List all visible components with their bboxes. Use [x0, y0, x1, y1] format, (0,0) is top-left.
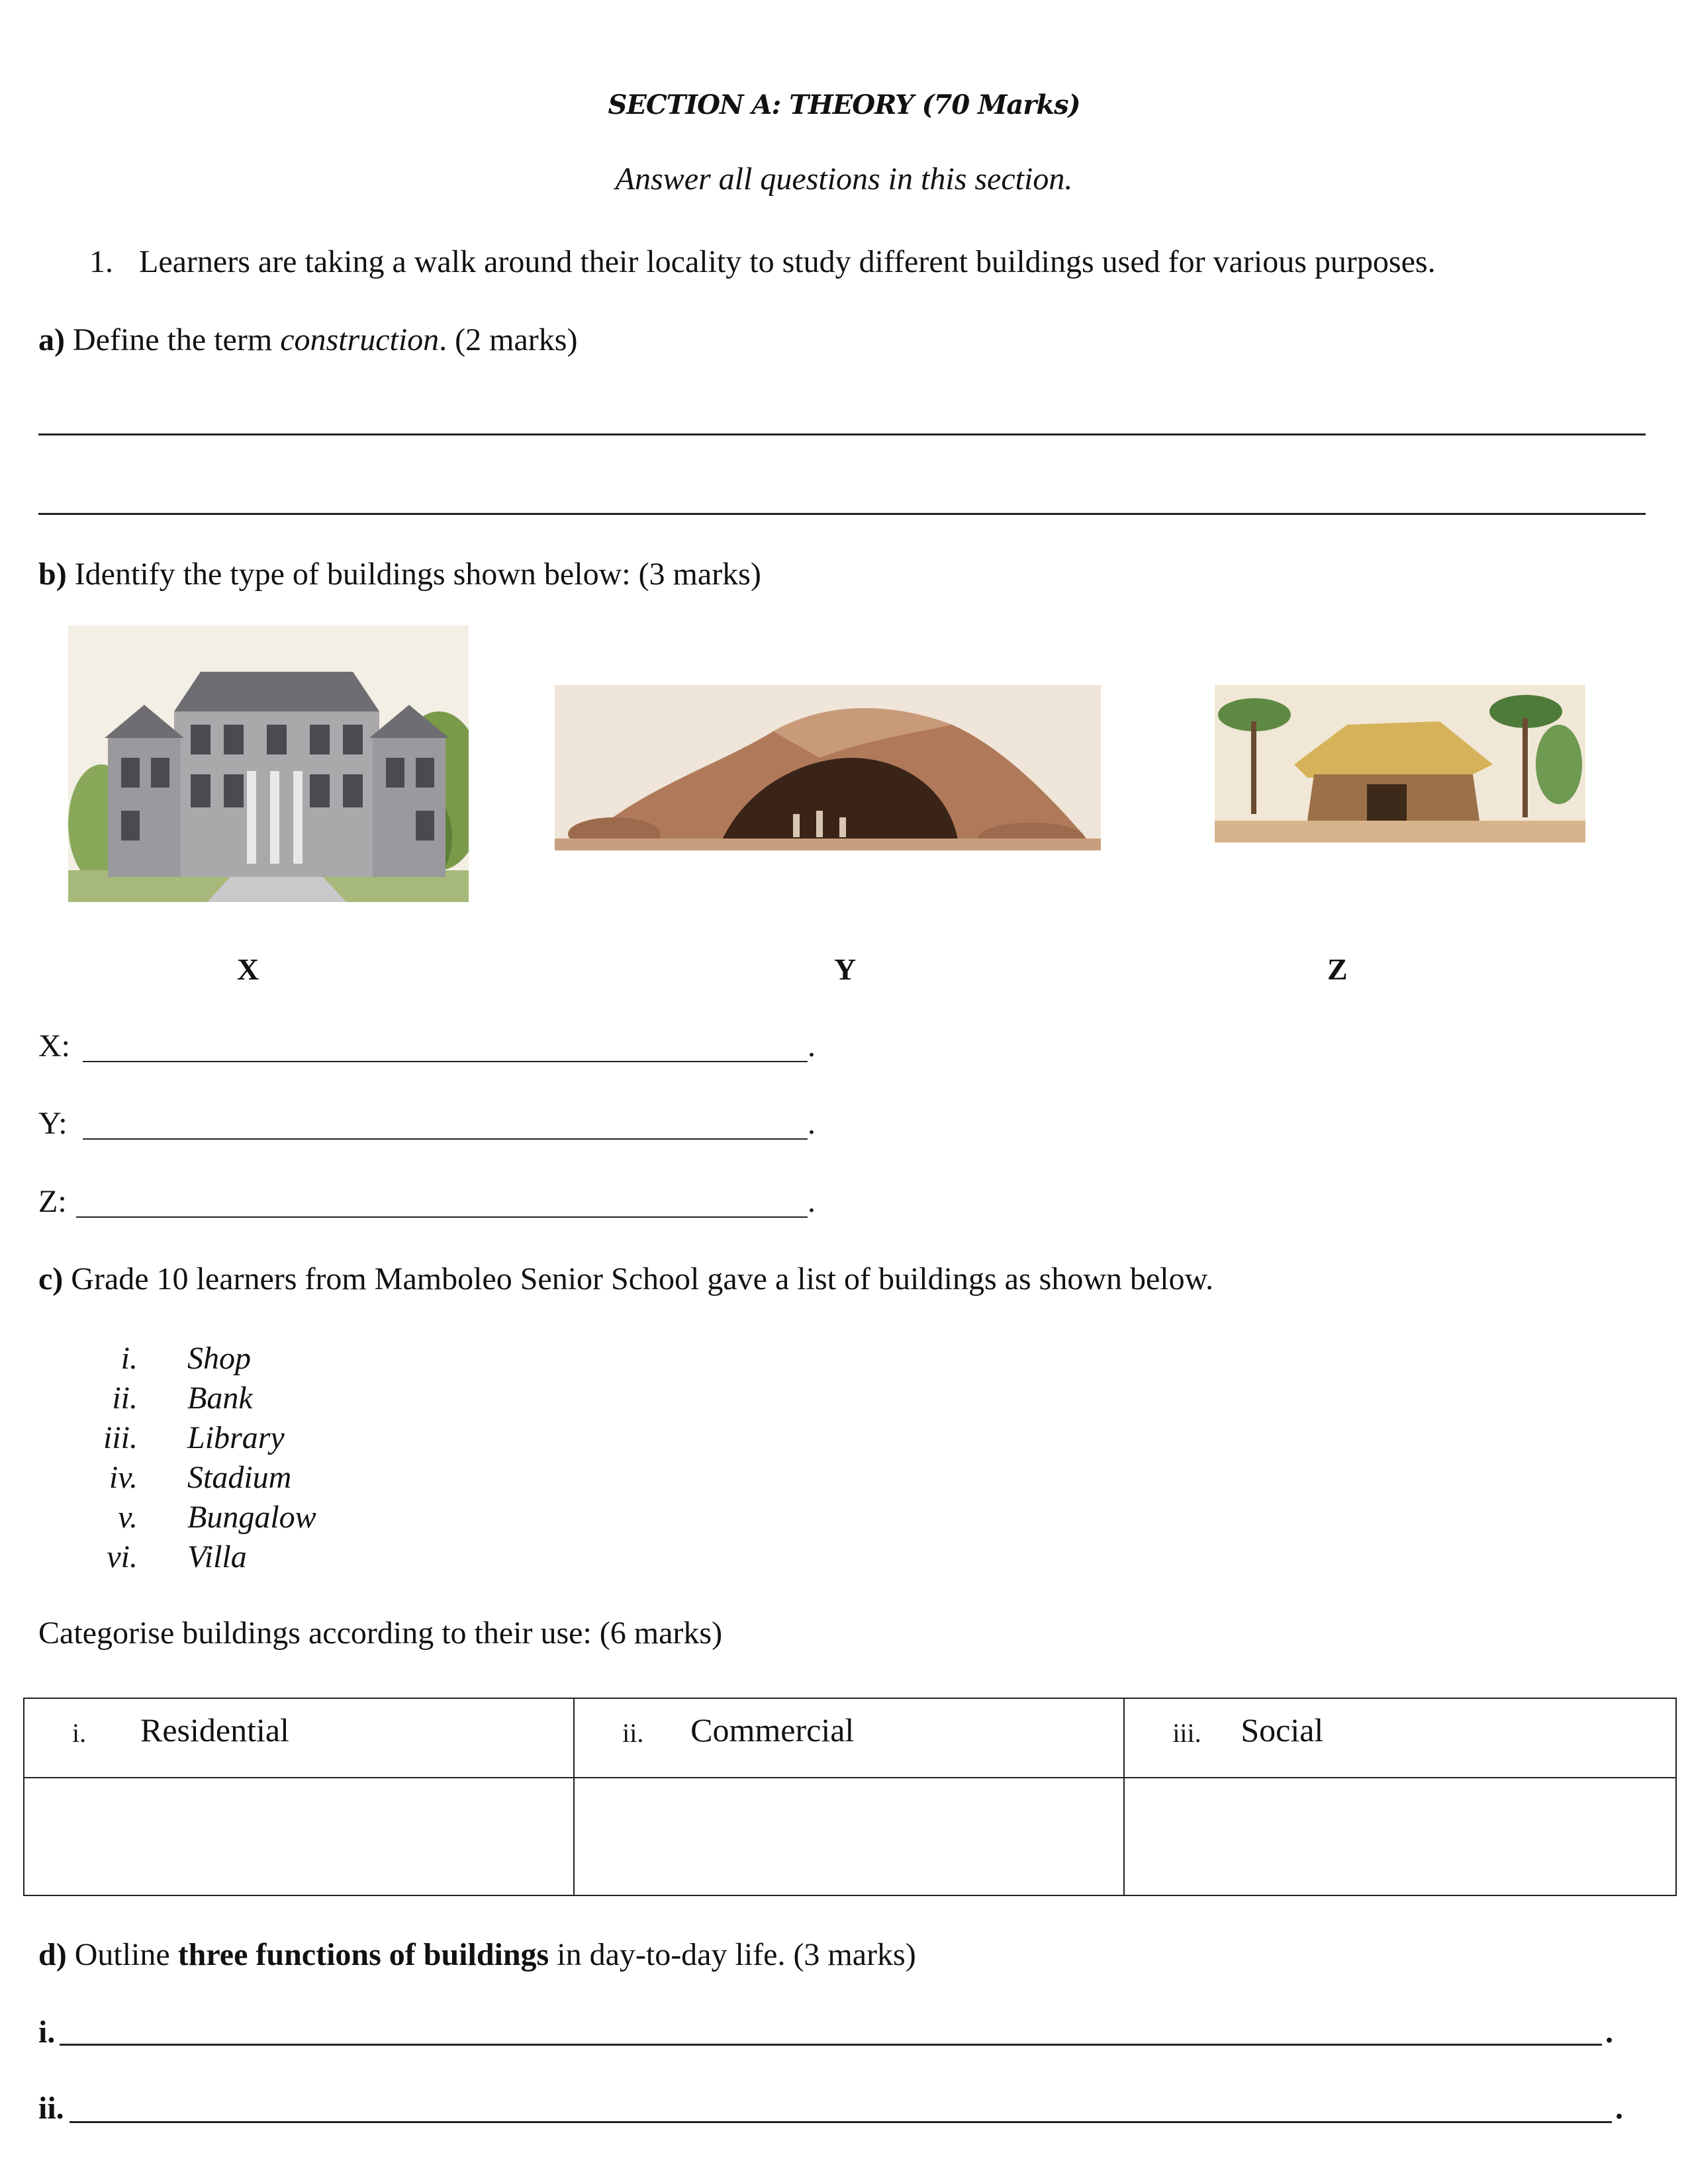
part-d-text: Outline — [74, 1937, 170, 1972]
answer-label-y: Y: — [38, 1106, 68, 1141]
answer-end-y: . — [808, 1106, 816, 1141]
answer-line-a2[interactable] — [38, 513, 1646, 515]
part-b-question — [38, 557, 761, 592]
part-a-marks: . (2 marks) — [439, 322, 578, 357]
section-instruction: Answer all questions in this section. — [615, 161, 1073, 197]
list-num: i. — [120, 1341, 138, 1376]
part-c-text: Grade 10 learners from Mamboleo Senior School gave a list of buildings as shown below. — [71, 1261, 1214, 1297]
list-item: Library — [187, 1420, 285, 1455]
part-b-text: Identify the type of buildings shown below: (3 marks) — [74, 557, 761, 592]
list-num: iii. — [103, 1420, 138, 1455]
list-item: Bank — [187, 1381, 253, 1416]
image-label-z: Z — [1327, 952, 1348, 986]
part-d-bold-text: three functions of buildings — [177, 1937, 549, 1972]
list-item: Stadium — [187, 1460, 292, 1495]
table-header-num: ii. — [622, 1718, 644, 1748]
answer-end-z: . — [808, 1184, 816, 1219]
cave-shelter-icon — [555, 685, 1101, 850]
answer-line-z[interactable] — [76, 1216, 808, 1218]
image-label-x: X — [237, 952, 259, 986]
answer-line-d1[interactable] — [60, 2044, 1602, 2046]
part-a-term: construction — [280, 322, 440, 357]
answer-cell-commercial[interactable] — [574, 1778, 1124, 1895]
table-header-label: Social — [1241, 1711, 1324, 1749]
villa-building-icon — [68, 625, 469, 902]
answer-label-d2: ii. — [38, 2091, 64, 2126]
list-num: iv. — [109, 1460, 138, 1495]
answer-line-x[interactable] — [83, 1061, 808, 1062]
answer-label-x: X: — [38, 1028, 70, 1064]
answer-end-d2: . — [1615, 2091, 1623, 2126]
list-num: vi. — [107, 1539, 138, 1574]
answer-end-x: . — [808, 1028, 816, 1064]
grass-thatched-hut-icon — [1215, 685, 1585, 842]
answer-end-d1: . — [1605, 2015, 1613, 2050]
answer-line-y[interactable] — [83, 1138, 808, 1140]
part-d-marks: in day-to-day life. (3 marks) — [557, 1937, 916, 1972]
answer-line-a1[interactable] — [38, 433, 1646, 435]
answer-line-d2[interactable] — [70, 2121, 1612, 2123]
table-header-commercial — [574, 1698, 1124, 1778]
part-d-label: d) — [38, 1937, 67, 1972]
part-d-question — [38, 1938, 916, 1973]
part-a-text: Define the term — [72, 322, 273, 357]
table-header-num: iii. — [1172, 1718, 1201, 1748]
part-c-label: c) — [38, 1261, 64, 1297]
answer-label-d1: i. — [38, 2015, 56, 2050]
part-c-question — [38, 1262, 1213, 1297]
list-num: ii. — [112, 1381, 138, 1416]
list-item: Bungalow — [187, 1500, 316, 1535]
part-a-label: a) — [38, 322, 65, 357]
question-stem: Learners are taking a walk around their locality to study different buildings used for various purposes. — [139, 244, 1436, 279]
table-header-label: Commercial — [690, 1711, 855, 1749]
section-title: SECTION A: THEORY (70 Marks) — [608, 89, 1080, 120]
part-b-label: b) — [38, 557, 67, 592]
list-num: v. — [118, 1500, 138, 1535]
list-item: Shop — [187, 1341, 251, 1376]
question-number: 1. — [89, 244, 113, 279]
part-a-question — [38, 323, 577, 358]
table-header-label: Residential — [140, 1711, 289, 1749]
answer-cell-residential[interactable] — [24, 1778, 574, 1895]
answer-label-z: Z: — [38, 1184, 67, 1219]
categorise-table — [23, 1698, 1677, 1896]
answer-cell-social[interactable] — [1124, 1778, 1676, 1895]
table-header-social — [1124, 1698, 1676, 1778]
categorise-instruction: Categorise buildings according to their use: (6 marks) — [38, 1615, 723, 1651]
table-header-residential — [24, 1698, 574, 1778]
list-item: Villa — [187, 1539, 247, 1574]
table-header-num: i. — [72, 1718, 87, 1748]
image-label-y: Y — [834, 952, 857, 986]
